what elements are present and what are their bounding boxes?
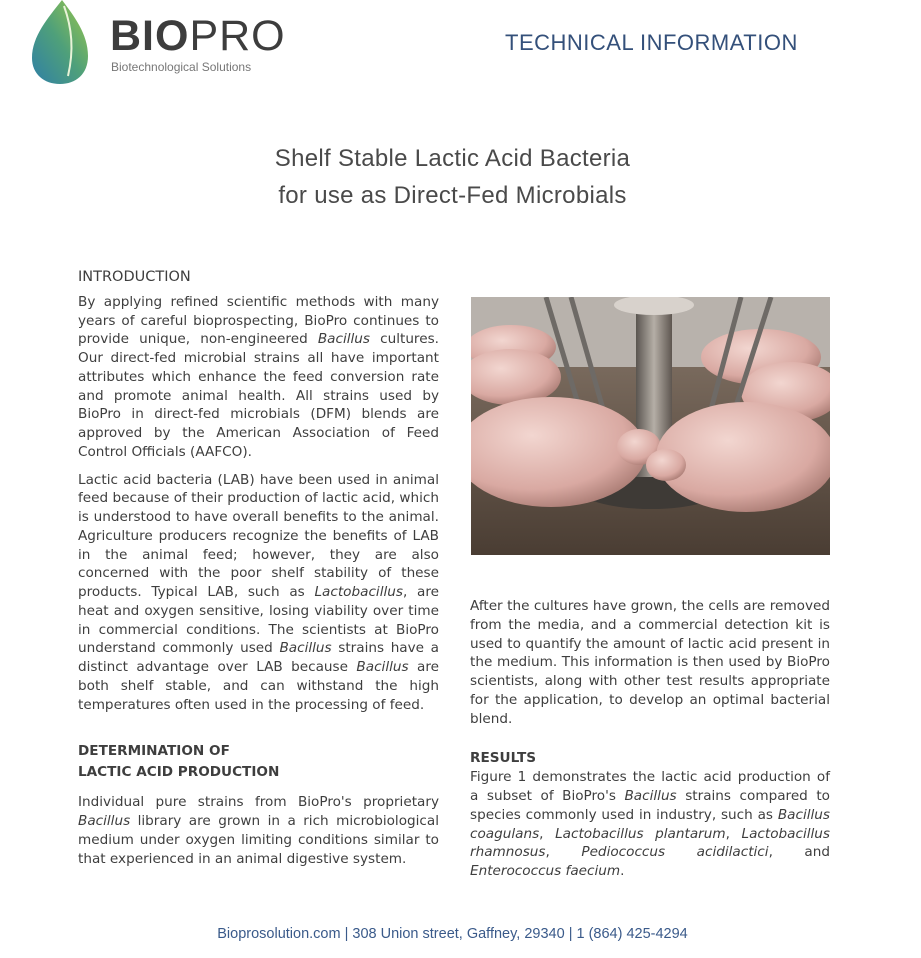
italic-term: Lactobacillus: [314, 584, 403, 600]
italic-term: Bacillus: [317, 331, 370, 348]
brand-tagline: Biotechnological Solutions: [111, 60, 252, 74]
title-line-2: for use as Direct-Fed Microbials: [278, 182, 627, 209]
biopro-leaf-logo-icon: [28, 0, 92, 86]
text-run: cultures. Our direct-fed microbial strains all have important attributes which enhance the feed conversion rate and promote animal health. All strains used by BioPro in direct-fed microbials (DFM) blends are approved by the American Association of Feed Control Officials (AAFCO).: [78, 331, 439, 460]
italic-term: Bacillus coagulans: [470, 806, 830, 842]
text-run: strains compared to species commonly used in industry, such as: [470, 788, 830, 823]
right-column: [470, 597, 830, 890]
italic-term: Bacillus: [356, 659, 409, 675]
text-run: are both shelf stable, and can withstand the high temperatures often used in the processing of feed.: [78, 659, 439, 713]
italic-term: Pediococcus acidilactici: [581, 844, 769, 861]
results-body: [470, 768, 830, 881]
text-run: , are heat and oxygen sensitive, losing viability over time in commercial conditions. The scientists at BioPro understand commonly used: [78, 584, 439, 657]
document-section-label: TECHNICAL INFORMATION: [505, 30, 798, 55]
paragraph: [78, 471, 439, 715]
text-run: .: [620, 863, 625, 879]
left-column: [78, 268, 439, 877]
determination-heading-line-2: LACTIC ACID PRODUCTION: [78, 764, 280, 781]
paragraph: [78, 293, 439, 462]
text-run: ,: [545, 844, 582, 861]
results-heading: RESULTS: [470, 750, 537, 767]
title-line-1: Shelf Stable Lactic Acid Bacteria: [274, 145, 631, 172]
paragraph: [470, 768, 830, 881]
paragraph: [470, 597, 830, 728]
determination-body-continued: [470, 597, 830, 728]
text-run: Figure 1 demonstrates the lactic acid production of a subset of BioPro's: [470, 769, 830, 804]
brand-name: [110, 12, 286, 61]
introduction-body: [78, 293, 439, 715]
italic-term: Lactobacillus rhamnosus: [470, 825, 830, 861]
italic-term: Enterococcus faecium: [470, 863, 621, 879]
text-run: Lactic acid bacteria (LAB) have been used in animal feed because of their production of lactic acid, which is understood to have overall benefits to the animal. Agriculture producers recognize the benefits of LAB in the animal feed; however, they are also concerned with the poor shelf stability of these products. Typical LAB, such as: [78, 471, 439, 600]
italic-term: Lactobacillus plantarum: [555, 825, 726, 842]
determination-body: [78, 793, 439, 868]
italic-term: Bacillus: [624, 788, 677, 804]
text-run: ,: [725, 825, 742, 842]
italic-term: Bacillus: [78, 813, 131, 829]
italic-term: Bacillus: [279, 640, 332, 657]
determination-heading-line-1: DETERMINATION OF: [78, 743, 230, 760]
text-run: ,: [539, 825, 556, 842]
text-run: Individual pure strains from BioPro's proprietary: [78, 794, 439, 811]
paragraph: [78, 793, 439, 868]
brand-light: PRO: [189, 12, 286, 60]
text-run: By applying refined scientific methods with many years of careful bioprospecting, BioPro continues to provide unique, non-engineered: [78, 293, 439, 348]
text-run: , and: [768, 844, 830, 861]
document-title: [0, 140, 905, 214]
pigs-feeding-photo: [471, 297, 830, 555]
introduction-heading: INTRODUCTION: [78, 269, 191, 285]
brand-bold: BIO: [110, 12, 190, 60]
text-run: library are grown in a rich microbiological medium under oxygen limiting conditions similar to that experienced in an animal digestive system.: [78, 813, 439, 867]
text-run: After the cultures have grown, the cells are removed from the media, and a commercial detection kit is used to quantify the amount of lactic acid present in the medium. This information is then used by BioPro scientists, along with other test results appropriate for the application, to develop an optimal bacterial blend.: [470, 598, 830, 727]
text-run: strains have a distinct advantage over LAB because: [78, 640, 440, 675]
footer-contact: Bioprosolution.com | 308 Union street, Gaffney, 29340 | 1 (864) 425-4294: [217, 926, 688, 942]
